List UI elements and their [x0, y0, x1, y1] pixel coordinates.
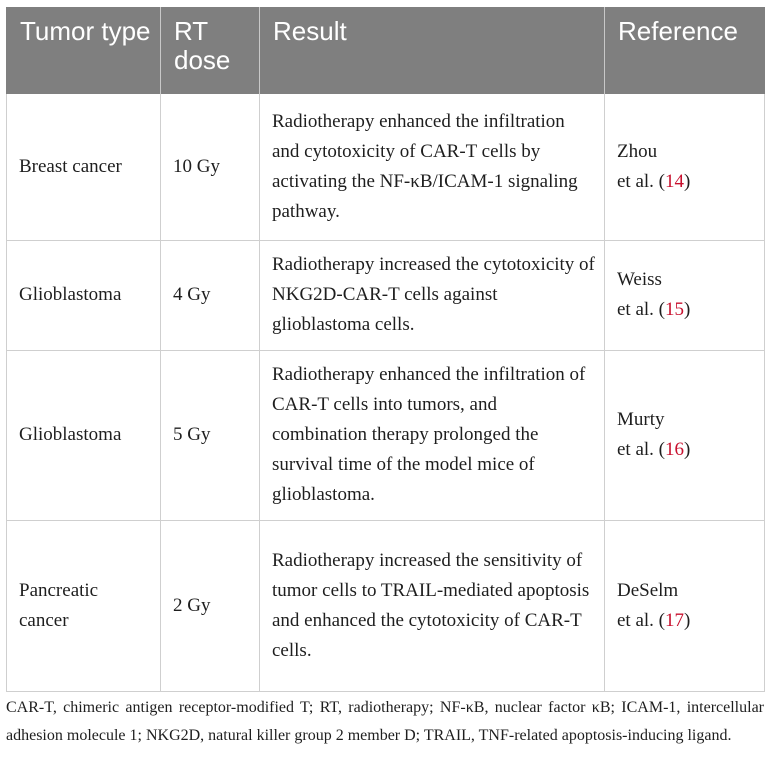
table-row: [7, 350, 765, 520]
header-rt-dose: RT dose: [161, 7, 260, 94]
reference-prefix: et al. (: [617, 299, 666, 320]
reference-suffix: ): [684, 299, 691, 320]
reference-author: Zhou: [617, 140, 658, 162]
reference-prefix: et al. (: [617, 439, 666, 460]
result-cell: Radiotherapy enhanced the infiltration and cytotoxicity of CAR-T cells by activating the NF-κB/ICAM-1 signaling pathway.: [260, 94, 605, 240]
reference-prefix: et al. (: [617, 609, 666, 631]
table-row: [7, 94, 765, 240]
reference-number-link[interactable]: 15: [665, 299, 685, 320]
tumor-type-cell: Pancreatic cancer: [7, 520, 161, 691]
reference-citation: [617, 167, 756, 197]
reference-cell: [605, 94, 765, 240]
header-result: Result: [260, 7, 605, 94]
reference-cell: [605, 240, 765, 350]
header-tumor-type: Tumor type: [7, 7, 161, 94]
reference-citation: [617, 606, 756, 636]
rt-dose-cell: 5 Gy: [161, 350, 260, 520]
result-cell: Radiotherapy increased the cytotoxicity of NKG2D-CAR-T cells against glioblastoma cells.: [260, 240, 605, 350]
reference-suffix: ): [684, 439, 691, 460]
reference-author: Weiss: [617, 269, 662, 290]
reference-citation: [617, 295, 756, 325]
header-reference: Reference: [605, 7, 765, 94]
reference-number-link[interactable]: 16: [665, 439, 685, 460]
reference-citation: [617, 435, 756, 465]
table-footnote: CAR-T, chimeric antigen receptor-modified T; RT, radiotherapy; NF-κB, nuclear factor κB; ICAM-1, intercellular adhesion molecule 1; NKG2D, natural killer group 2 member D; TRAIL, TNF-related apoptosis-inducing ligand.: [6, 699, 764, 744]
rt-dose-cell: 2 Gy: [161, 520, 260, 691]
result-cell: Radiotherapy enhanced the infiltration of CAR-T cells into tumors, and combination therapy prolonged the survival time of the model mice of glioblastoma.: [260, 350, 605, 520]
reference-suffix: ): [684, 170, 691, 192]
header-row: [7, 7, 765, 94]
reference-cell: [605, 520, 765, 691]
tumor-type-cell: Glioblastoma: [7, 350, 161, 520]
data-table: [6, 7, 765, 692]
reference-number-link[interactable]: 17: [665, 609, 685, 631]
reference-prefix: et al. (: [617, 170, 666, 192]
reference-cell: [605, 350, 765, 520]
reference-suffix: ): [684, 609, 691, 631]
tumor-type-cell: Glioblastoma: [7, 240, 161, 350]
rt-dose-cell: 4 Gy: [161, 240, 260, 350]
table-body: [7, 94, 765, 691]
rt-dose-cell: 10 Gy: [161, 94, 260, 240]
table-header: [7, 7, 765, 94]
table-row: [7, 520, 765, 691]
reference-author: Murty: [617, 409, 665, 430]
reference-number-link[interactable]: 14: [665, 170, 685, 192]
tumor-type-cell: Breast cancer: [7, 94, 161, 240]
reference-author: DeSelm: [617, 579, 679, 601]
result-cell: Radiotherapy increased the sensitivity of tumor cells to TRAIL-mediated apoptosis and enhanced the cytotoxicity of CAR-T cells.: [260, 520, 605, 691]
table-row: [7, 240, 765, 350]
